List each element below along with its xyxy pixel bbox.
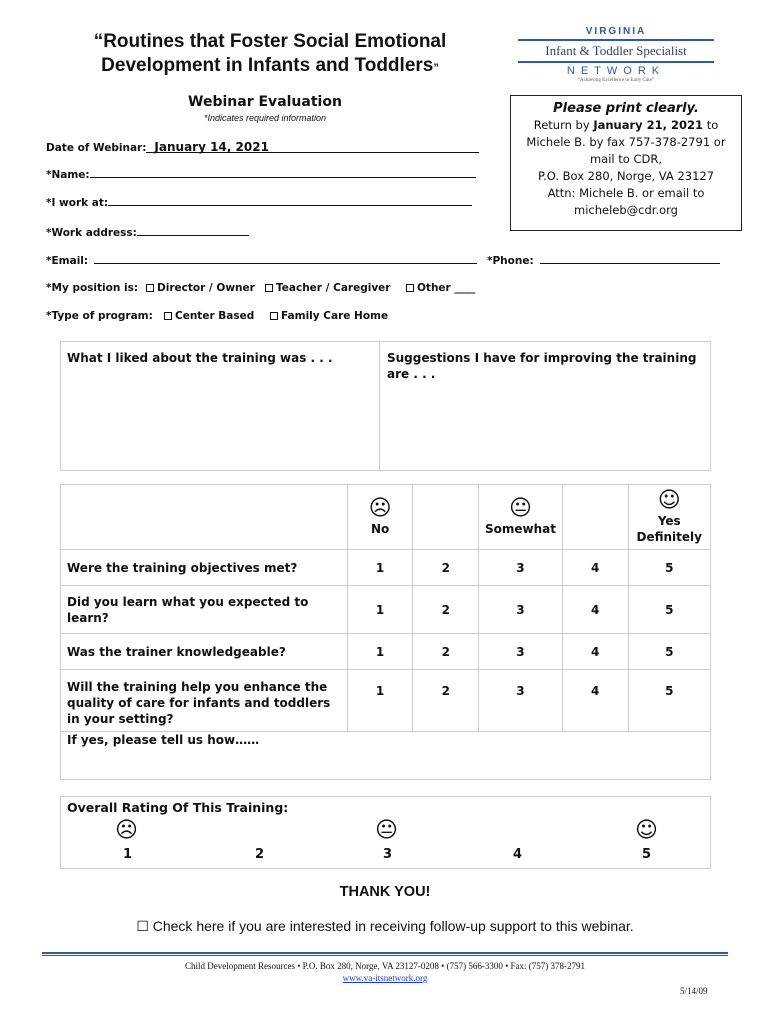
rating-option[interactable]: 4 (562, 550, 628, 586)
question-cell: Were the training objectives met? (61, 550, 348, 586)
overall-option[interactable]: 1 (123, 847, 133, 862)
footer-website-link[interactable]: www.va-itsnetwork.org (342, 973, 428, 983)
return-by-text: Return by (533, 118, 594, 132)
return-email: micheleb@cdr.org (574, 203, 678, 217)
rating-option[interactable]: 2 (413, 670, 479, 732)
position-option-label: Other ____ (417, 282, 476, 294)
program-option-label: Family Care Home (281, 310, 389, 322)
if-yes-prompt[interactable]: If yes, please tell us how…… (61, 732, 711, 780)
scale-blank-cell (562, 485, 628, 550)
title-close-quote: ” (433, 62, 439, 74)
table-row (61, 586, 711, 634)
scale-no-cell (347, 485, 413, 550)
neutral-face-icon: 😐 (375, 818, 398, 843)
work-address-input[interactable] (137, 226, 249, 236)
logo-line-1: VIRGINIA (585, 26, 647, 37)
program-label: *Type of program: (46, 310, 153, 322)
table-row (61, 670, 711, 732)
logo-line-3: NETWORK (566, 65, 666, 77)
question-cell: Was the trainer knowledgeable? (61, 634, 348, 670)
return-line-4: P.O. Box 280, Norge, VA 23127 (537, 169, 715, 183)
rating-option[interactable]: 3 (479, 634, 563, 670)
date-label: Date of Webinar: (46, 142, 147, 154)
sad-face-icon: ☹ (115, 818, 138, 843)
revision-date: 5/14/09 (680, 986, 708, 996)
rating-option[interactable]: 4 (562, 634, 628, 670)
phone-input[interactable] (540, 254, 720, 264)
neutral-face-icon: 😐 (509, 496, 532, 521)
if-yes-row (61, 732, 711, 780)
evaluation-title: Webinar Evaluation (188, 94, 342, 110)
phone-field (487, 254, 720, 267)
footer-divider (42, 952, 728, 956)
position-option-label: Director / Owner (157, 282, 255, 294)
checkbox-icon[interactable] (146, 284, 154, 292)
position-option-other[interactable] (406, 282, 475, 294)
print-clearly-heading: Please print clearly. (553, 101, 699, 116)
footer-address: Child Development Resources • P.O. Box 280, Norge, VA 23127-0208 • (757) 566-3300 • Fax: (757) 378-2791 (185, 961, 585, 971)
work-field (46, 196, 472, 209)
email-input[interactable] (94, 254, 477, 264)
scale-header-row (61, 485, 711, 550)
work-label: *I work at: (46, 197, 109, 209)
scale-yes-label: Yes Definitely (636, 514, 702, 544)
program-option-family[interactable] (270, 310, 388, 322)
rating-option[interactable]: 5 (628, 634, 710, 670)
return-instructions-box (510, 95, 742, 231)
name-input[interactable] (90, 168, 476, 178)
feedback-divider (379, 342, 380, 470)
position-option-director[interactable] (146, 282, 255, 294)
rating-option[interactable]: 1 (347, 670, 413, 732)
rating-option[interactable]: 4 (562, 670, 628, 732)
form-title (40, 30, 500, 80)
rating-option[interactable]: 5 (628, 670, 710, 732)
thank-you-text: THANK YOU! (339, 884, 431, 900)
scale-no-label: No (370, 522, 390, 536)
name-field (46, 168, 476, 181)
program-option-label: Center Based (175, 310, 255, 322)
return-line-2: Michele B. by fax 757-378-2791 or (526, 135, 726, 149)
table-row (61, 550, 711, 586)
rating-option[interactable]: 2 (413, 586, 479, 634)
position-option-label: Teacher / Caregiver (276, 282, 391, 294)
overall-rating-box (60, 796, 711, 869)
vitsn-logo (518, 26, 714, 92)
email-label: *Email: (46, 255, 89, 267)
suggestions-prompt: Suggestions I have for improving the training are . . . (387, 351, 697, 381)
rating-option[interactable]: 5 (628, 550, 710, 586)
rating-table (60, 484, 711, 780)
scale-somewhat-cell (479, 485, 563, 550)
rating-option[interactable]: 1 (347, 586, 413, 634)
scale-yes-cell (628, 485, 710, 550)
rating-option[interactable]: 1 (347, 634, 413, 670)
sad-face-icon: ☹ (368, 496, 392, 521)
rating-option[interactable]: 3 (479, 550, 563, 586)
happy-face-icon: ☺ (657, 488, 681, 513)
overall-rating-label: Overall Rating Of This Training: (67, 800, 289, 815)
header-empty-cell (61, 485, 348, 550)
logo-line-2: Infant & Toddler Specialist (518, 39, 714, 63)
email-field (46, 254, 477, 267)
required-note: *Indicates required information (203, 113, 327, 123)
liked-prompt: What I liked about the training was . . . (67, 351, 333, 365)
happy-face-icon: ☺ (635, 818, 658, 843)
rating-option[interactable]: 2 (413, 634, 479, 670)
date-input[interactable] (146, 140, 479, 153)
program-option-center[interactable] (164, 310, 254, 322)
rating-option[interactable]: 4 (562, 586, 628, 634)
question-cell: Did you learn what you expected to learn? (61, 586, 348, 634)
position-label: *My position is: (46, 282, 139, 294)
rating-option[interactable]: 3 (479, 586, 563, 634)
overall-option[interactable]: 5 (642, 847, 652, 862)
position-option-teacher[interactable] (265, 282, 390, 294)
work-input[interactable] (108, 196, 472, 206)
return-line-3: mail to CDR, (589, 152, 663, 166)
feedback-box (60, 341, 711, 471)
followup-checkbox[interactable]: ☐ Check here if you are interested in receiving follow-up support to this webinar. (136, 918, 634, 934)
rating-option[interactable]: 1 (347, 550, 413, 586)
scale-blank-cell (413, 485, 479, 550)
scale-somewhat-label: Somewhat (484, 522, 556, 536)
overall-option[interactable]: 2 (255, 847, 265, 862)
work-address-field (46, 226, 249, 239)
name-label: *Name: (46, 169, 90, 181)
overall-option[interactable]: 4 (513, 847, 523, 862)
date-value: January 14, 2021 (154, 140, 269, 154)
rating-option[interactable]: 2 (413, 550, 479, 586)
checkbox-icon[interactable] (265, 284, 273, 292)
phone-label: *Phone: (487, 255, 534, 267)
title-line-1: “Routines that Foster Social Emotional (93, 31, 447, 52)
overall-option[interactable]: 3 (383, 847, 393, 862)
rating-option[interactable]: 3 (479, 670, 563, 732)
rating-option[interactable]: 5 (628, 586, 710, 634)
checkbox-icon[interactable] (270, 312, 278, 320)
return-line-5: Attn: Michele B. or email to (547, 186, 705, 200)
title-line-2: Development in Infants and Toddlers (101, 55, 434, 76)
logo-tagline: “Achieving Excellence in Early Care” (577, 78, 655, 83)
question-cell: Will the training help you enhance the quality of care for infants and toddlers in your setting? (61, 670, 348, 732)
return-to-text: to (703, 118, 719, 132)
checkbox-icon[interactable] (406, 284, 414, 292)
date-field (46, 140, 479, 154)
return-date: January 21, 2021 (593, 118, 704, 132)
table-row (61, 634, 711, 670)
checkbox-icon[interactable] (164, 312, 172, 320)
work-address-label: *Work address: (46, 227, 137, 239)
